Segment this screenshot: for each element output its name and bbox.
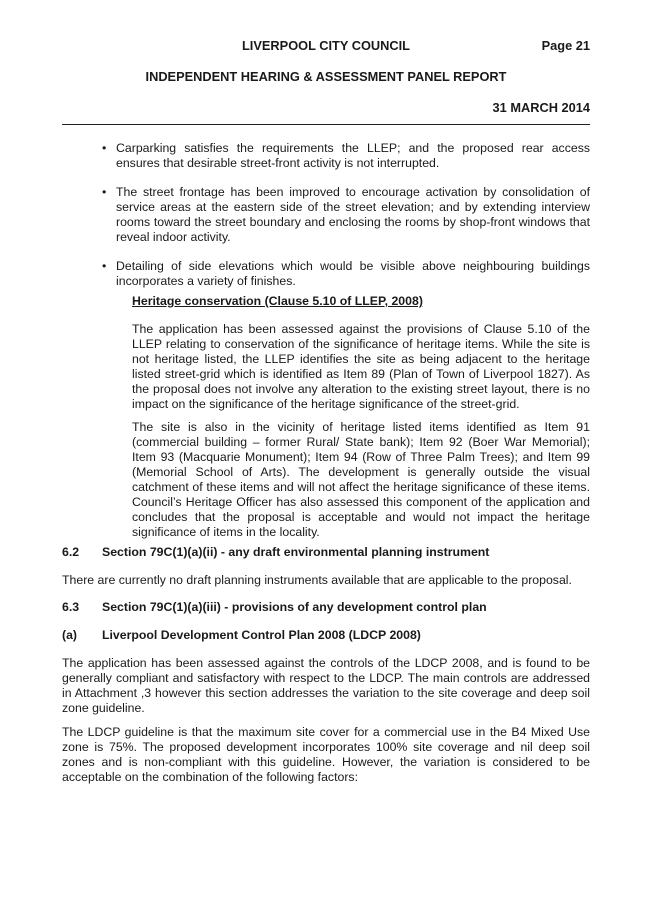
- bullet-text: Carparking satisfies the requirements the LLEP; and the proposed rear access ensures that desirable street-front activity is not interrupted.: [116, 141, 590, 170]
- bullet-item: [102, 141, 590, 171]
- header-organisation: LIVERPOOL CITY COUNCIL: [241, 38, 411, 53]
- section-title: Liverpool Development Control Plan 2008 (LDCP 2008): [102, 628, 421, 642]
- bullet-item: [102, 259, 590, 289]
- section-a-heading: [62, 628, 421, 643]
- section-6-3-heading: [62, 600, 487, 615]
- bullet-icon: •: [102, 185, 107, 199]
- section-6-2-heading: [62, 545, 489, 560]
- section-number: 6.3: [62, 600, 80, 614]
- bullet-text: The street frontage has been improved to encourage activation by consolidation of service areas at the eastern side of the street elevation; and by extending interview rooms toward the street boundary and enclosing the rooms by shop-front windows that reveal indoor activity.: [116, 185, 590, 244]
- section-title: Section 79C(1)(a)(ii) - any draft environmental planning instrument: [102, 545, 490, 559]
- bullet-text: Detailing of side elevations which would be visible above neighbouring buildings incorporates a variety of finishes.: [116, 259, 590, 288]
- header-divider: [62, 124, 590, 125]
- header-page-number: Page 21: [541, 38, 590, 53]
- heritage-paragraph-2: The site is also in the vicinity of heritage listed items identified as Item 91 (commercial building – former Rural/ State bank); Item 92 (Boer War Memorial); Item 93 (Macquarie Monument); Item 94 (Row of Three Palm Trees); and Item 99 (Memorial School of Arts). The development is generally outside the visual catchment of these items and will not affect the heritage significance of these items. Council’s Heritage Officer has also assessed this component of the application and concludes that the proposal is acceptable and would not impact the heritage significance of items in the locality.: [132, 420, 590, 539]
- bullet-icon: •: [102, 141, 107, 155]
- section-6-2-text: There are currently no draft planning instruments available that are applicable to the proposal.: [62, 573, 572, 587]
- factor-bullet-list: [102, 141, 590, 303]
- section-title: Section 79C(1)(a)(iii) - provisions of any development control plan: [102, 600, 487, 614]
- ldcp-paragraph-2: The LDCP guideline is that the maximum site cover for a commercial use in the B4 Mixed Use zone is 75%. The proposed development incorporates 100% site coverage and nil deep soil zones and is non-compliant with this guideline. However, the variation is considered to be acceptable on the combination of the following factors:: [62, 725, 590, 784]
- header-report-title: INDEPENDENT HEARING & ASSESSMENT PANEL REPORT: [145, 69, 507, 84]
- heritage-paragraph-1: The application has been assessed against the provisions of Clause 5.10 of the LLEP relating to conservation of the significance of heritage items. While the site is not heritage listed, the LLEP identifies the site as being adjacent to the heritage listed street-grid which is identified as Item 89 (Plan of Town of Liverpool 1827). As the proposal does not involve any alteration to the existing street layout, there is no impact on the significance of the heritage significance of the street-grid.: [132, 322, 590, 411]
- ldcp-paragraph-1: The application has been assessed against the controls of the LDCP 2008, and is found to be generally compliant and satisfactory with respect to the LDCP. The main controls are addressed in Attachment ,3 however this section addresses the variation to the site coverage and deep soil zone guideline.: [62, 656, 590, 715]
- bullet-item: [102, 185, 590, 245]
- document-page: [62, 0, 590, 923]
- section-number: 6.2: [62, 545, 80, 559]
- section-number: (a): [62, 628, 78, 642]
- heritage-heading: Heritage conservation (Clause 5.10 of LLEP, 2008): [132, 294, 423, 308]
- bullet-icon: •: [102, 259, 107, 273]
- header-date: 31 MARCH 2014: [492, 100, 590, 115]
